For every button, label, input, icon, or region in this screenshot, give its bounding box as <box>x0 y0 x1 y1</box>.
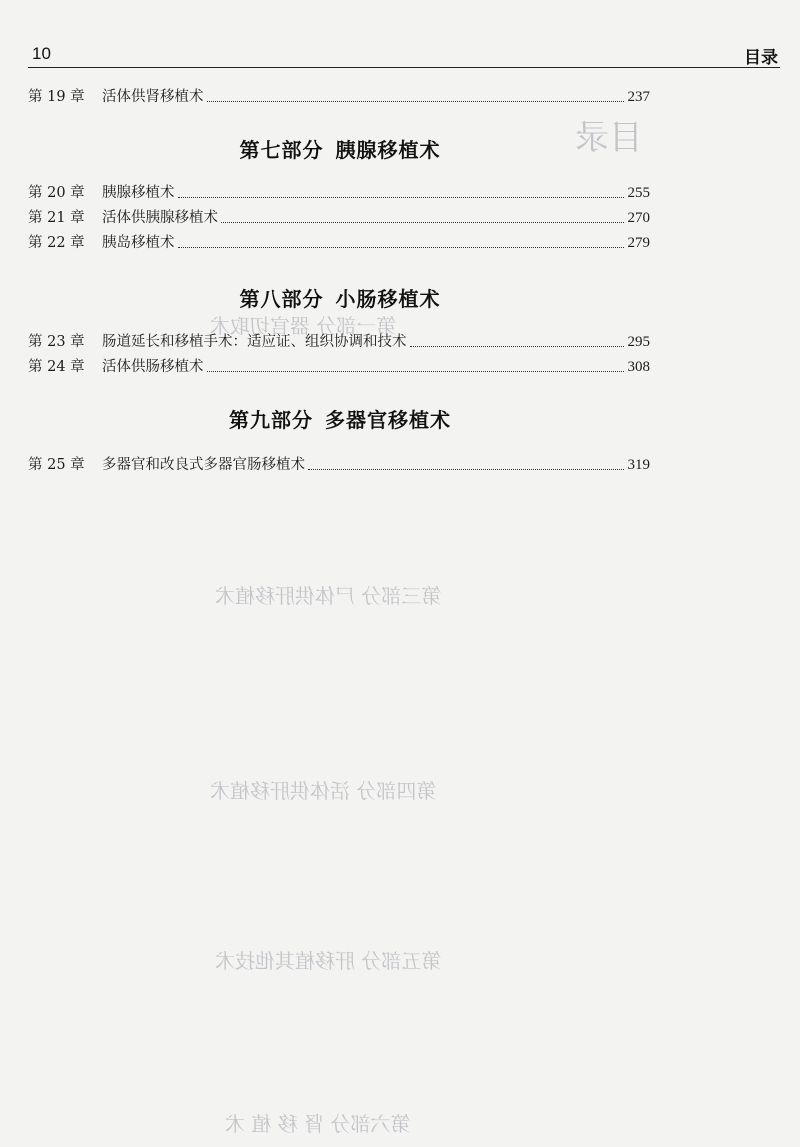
toc-entry[interactable] <box>28 230 650 252</box>
bleed-through-heading: 第三部分 尸体供肝移植术 <box>215 584 442 608</box>
toc-entry[interactable] <box>28 354 650 376</box>
chapter-number: 第 22 章 <box>28 235 85 251</box>
part-number: 第八部分 <box>239 287 324 311</box>
toc-entry[interactable] <box>28 452 650 474</box>
bleed-through-heading: 第一部分 器官切取术 <box>210 314 397 338</box>
part-heading <box>0 134 680 163</box>
page-ref: 308 <box>627 359 650 375</box>
part-heading <box>0 404 680 433</box>
bleed-through-heading: 第四部分 活体供肝移植术 <box>210 779 437 803</box>
running-title: 目录 <box>744 48 778 68</box>
dot-leader <box>221 222 624 223</box>
chapter-title: 多器官和改良式多器官肠移植术 <box>102 457 305 473</box>
part-heading <box>0 283 680 312</box>
toc-entry[interactable] <box>28 329 650 351</box>
chapter-title: 活体供肠移植术 <box>102 359 204 375</box>
chapter-title: 胰岛移植术 <box>102 235 175 251</box>
bleed-through-heading: 第五部分 肝移植其他技术 <box>215 949 442 973</box>
part-number: 第七部分 <box>239 138 324 162</box>
page-ref: 270 <box>627 210 650 226</box>
part-name: 多器官移植术 <box>325 408 451 432</box>
dot-leader <box>207 371 624 372</box>
chapter-title: 活体供肾移植术 <box>102 89 204 105</box>
bleed-through-heading: 第六部分 肾 移 植 术 <box>225 1112 411 1136</box>
dot-leader <box>410 346 624 347</box>
bleed-through-title: 目录 <box>575 118 643 158</box>
dot-leader <box>308 469 624 470</box>
dot-leader <box>178 197 624 198</box>
page-number: 10 <box>32 44 51 63</box>
chapter-title: 胰腺移植术 <box>102 185 175 201</box>
chapter-title: 活体供胰腺移植术 <box>102 210 218 226</box>
chapter-title: 肠道延长和移植手术：适应证、组织协调和技术 <box>102 334 407 350</box>
page-ref: 255 <box>627 185 650 201</box>
dot-leader <box>178 247 624 248</box>
part-name: 小肠移植术 <box>335 287 441 311</box>
toc-entry[interactable] <box>28 180 650 202</box>
page-ref: 319 <box>627 457 650 473</box>
chapter-number: 第 19 章 <box>28 89 85 105</box>
chapter-number: 第 21 章 <box>28 210 85 226</box>
chapter-number: 第 24 章 <box>28 359 85 375</box>
page-ref: 237 <box>627 89 650 105</box>
toc-entry[interactable] <box>28 205 650 227</box>
dot-leader <box>207 101 624 102</box>
page-ref: 279 <box>627 235 650 251</box>
header-rule <box>28 67 780 68</box>
part-number: 第九部分 <box>229 408 313 432</box>
toc-entry[interactable] <box>28 84 650 106</box>
part-name: 胰腺移植术 <box>335 138 441 162</box>
chapter-number: 第 20 章 <box>28 185 85 201</box>
chapter-number: 第 25 章 <box>28 457 85 473</box>
chapter-number: 第 23 章 <box>28 334 85 350</box>
page-ref: 295 <box>627 334 650 350</box>
